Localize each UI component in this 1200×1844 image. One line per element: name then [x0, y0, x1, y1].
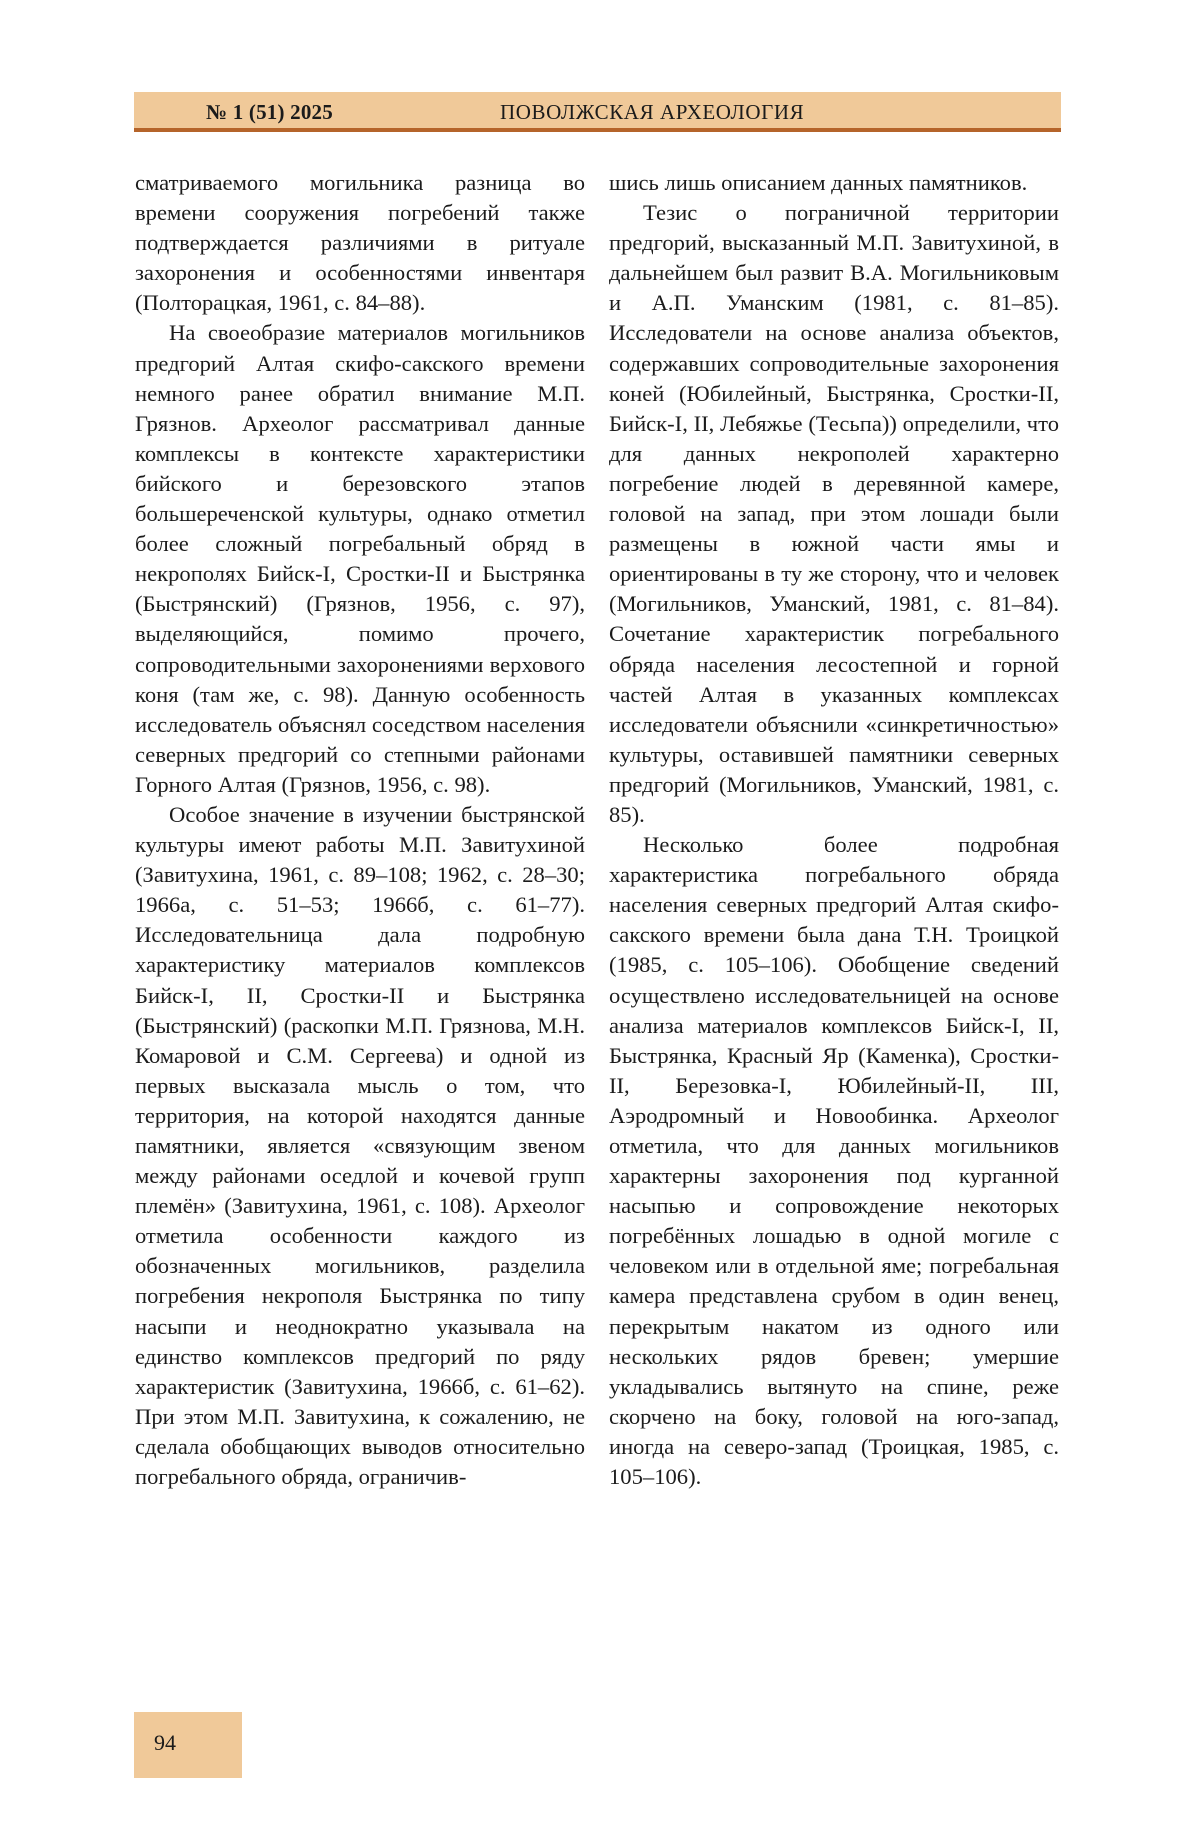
paragraph: Особое значение в изучении быстрянской культуры имеют работы М.П. Завитухиной (Завитухина, 1961, с. 89–108; 1962, с. 28–30; 1966а, с. 51–53; 1966б, с. 61–77). Исследовательница дала подробную характеристику материалов комплексов Бийск-I, II, Сростки-II и Быстрянка (Быстрянский) (раскопки М.П. Грязнова, М.Н. Комаровой и С.М. Сергеева) и одной из первых высказала мысль о том, что территория, на которой находятся данные памятники, является «связующим звеном между районами оседлой и кочевой групп племён» (Завитухина, 1961, с. 108). Археолог отметила особенности каждого из обозначенных могильников, разделила погребения некрополя Быстрянка по типу насыпи и неоднократно указывала на единство комплексов предгорий по ряду характеристик (Завитухина, 1966б, с. 61–62). При этом М.П. Завитухина, к сожалению, не сделала обобщающих выводов относительно погребального обряда, ограничив- [135, 801, 585, 1490]
issue-number: № 1 (51) 2025 [206, 100, 333, 124]
running-header [134, 92, 1061, 132]
paragraph: сматриваемого могильника разница во времени сооружения погребений также подтверждается различиями в ритуале захоронения и особенностями инвентаря (Полторацкая, 1961, с. 84–88). [135, 170, 585, 316]
page-number: 94 [154, 1730, 176, 1755]
paragraph: На своеобразие материалов могильников предгорий Алтая скифо-сакского времени немного ранее обратил внимание М.П. Грязнов. Археолог рассматривал данные комплексы в контексте характеристики бийского и березовского этапов большереченской культуры, однако отметил более сложный погребальный обряд в некрополях Бийск-I, Сростки-II и Быстрянка (Быстрянский) (Грязнов, 1956, с. 97), выделяющийся, помимо прочего, сопроводительными захоронениями верхового коня (там же, с. 98). Данную особенность исследователь объяснял соседством населения северных предгорий со степными районами Горного Алтая (Грязнов, 1956, с. 98). [135, 320, 585, 797]
paragraph: шись лишь описанием данных памятников. [609, 170, 1028, 195]
paragraph: Несколько более подробная характеристика погребального обряда населения северных предгорий Алтая скифо-сакского времени была дана Т.Н. Троицкой (1985, с. 105–106). Обобщение сведений осуществлено исследовательницей на основе анализа материалов комплексов Бийск-I, II, Быстрянка, Красный Яр (Каменка), Сростки-II, Березовка-I, Юбилейный-II, III, Аэродромный и Новообинка. Археолог отметила, что для данных могильников характерны захоронения под курганной насыпью и сопровождение некоторых погребённых лошадью в одной могиле с человеком или в отдельной яме; погребальная камера представлена срубом в один венец, перекрытым накатом из одного или нескольких рядов бревен; умершие укладывались вытянуто на спине, реже скорчено на боку, головой на юго-запад, иногда на северо-запад (Троицкая, 1985, с. 105–106). [609, 832, 1059, 1490]
page-number-box [134, 1712, 242, 1778]
journal-title: ПОВОЛЖСКАЯ АРХЕОЛОГИЯ [500, 100, 805, 124]
paragraph: Тезис о пограничной территории предгорий, высказанный М.П. Завитухиной, в дальнейшем был развит В.А. Могильниковым и А.П. Уманским (1981, с. 81–85). Исследователи на основе анализа объектов, содержавших сопроводительные захоронения коней (Юбилейный, Быстрянка, Сростки-II, Бийск-I, II, Лебяжье (Тесьпа)) определили, что для данных некрополей характерно погребение людей в деревянной камере, головой на запад, при этом лошади были размещены в южной части ямы и ориентированы в ту же сторону, что и человек (Могильников, Уманский, 1981, с. 81–84). Сочетание характеристик погребального обряда населения лесостепной и горной частей Алтая в указанных комплексах исследователи объяснили «синкретичностью» культуры, оставившей памятники северных предгорий (Могильников, Уманский, 1981, с. 85). [609, 200, 1059, 827]
right-text-column [609, 168, 1059, 1492]
left-text-column [135, 168, 585, 1492]
